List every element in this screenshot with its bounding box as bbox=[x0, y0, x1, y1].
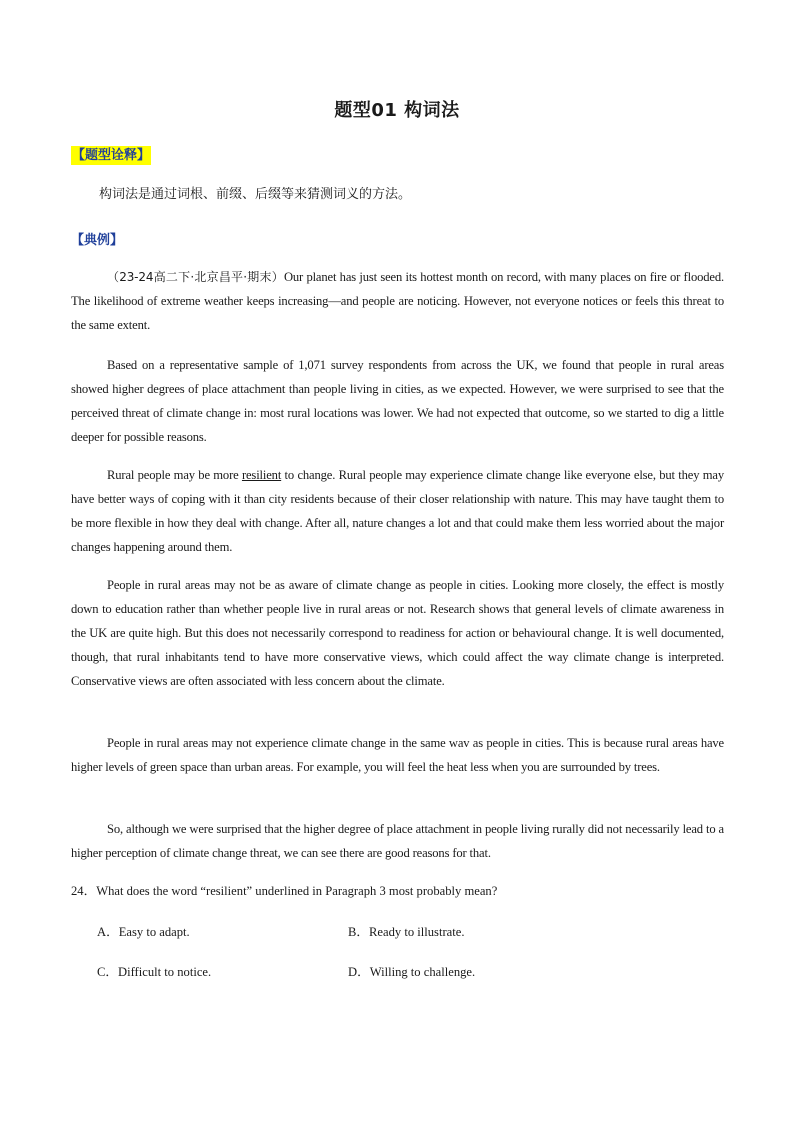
paragraph-3-after: to change. Rural people may experience climate change like everyone else, but they may have better ways of coping with it than city residents because of their closer relationship with nature. This may have taught them to be more flexible in how they deal with change. After all, nature changes a lot and that could make them less worried about the major changes happening around them. bbox=[71, 468, 724, 554]
passage-paragraph-2: Based on a representative sample of 1,071 survey respondents from across the UK, we found that people in rural areas showed higher degrees of place attachment than people living in cities, as we expected. However, we were surprised to see that the perceived threat of climate change in: most rural locations was lower. We had not expected that outcome, so we started to dig a little deeper for possible reasons. bbox=[71, 358, 724, 444]
underlined-word: resilient bbox=[241, 468, 282, 482]
paragraph-1-text: Our planet has just seen its hottest month on record, with many places on fire or flooded. The likelihood of extreme weather keeps increasing—and people are noticing. However, not everyone notices or feels this threat to the same extent. bbox=[71, 270, 724, 332]
passage-paragraph-5: People in rural areas may not experience climate change in the same wav as people in cities. This is because rural areas have higher levels of green space than urban areas. For example, you will feel the heat less when you are surrounded by trees. bbox=[71, 736, 724, 774]
passage-paragraph-1 bbox=[71, 265, 724, 337]
section-tag-example: 【典例】 bbox=[71, 233, 124, 248]
page-title: 题型01 构词法 bbox=[334, 100, 460, 121]
option-c[interactable]: C．Difficult to notice. bbox=[97, 965, 212, 979]
option-a[interactable]: A．Easy to adapt. bbox=[97, 925, 190, 939]
passage-paragraph-3 bbox=[71, 463, 724, 559]
question-24: 24．What does the word “resilient” underlined in Paragraph 3 most probably mean? bbox=[71, 884, 498, 898]
section-tag-explanation: 【题型诠释】 bbox=[72, 148, 151, 163]
intro-text: 构词法是通过词根、前缀、后缀等来猜测词义的方法。 bbox=[99, 187, 412, 202]
passage-paragraph-4: People in rural areas may not be as aware of climate change as people in cities. Looking more closely, the effect is mostly down to education rather than whether people live in rural areas or not. Research shows that general levels of climate awareness in the UK are quite high. But this does not necessarily correspond to readiness for action or behavioural change. It is well documented, though, that rural inhabitants tend to have more conservative views, which could affect the way climate change is interpreted. Conservative views are often associated with less concern about the climate. bbox=[71, 578, 724, 688]
option-d[interactable]: D．Willing to challenge. bbox=[348, 965, 476, 979]
option-b[interactable]: B．Ready to illustrate. bbox=[348, 925, 465, 939]
paragraph-3-before: Rural people may be more bbox=[107, 468, 242, 482]
passage-paragraph-6: So, although we were surprised that the higher degree of place attachment in people living rurally did not necessarily lead to a higher perception of climate change threat, we can see there are good reasons for that. bbox=[71, 822, 724, 860]
passage-source: （23-24高二下·北京昌平·期末） bbox=[107, 270, 284, 284]
